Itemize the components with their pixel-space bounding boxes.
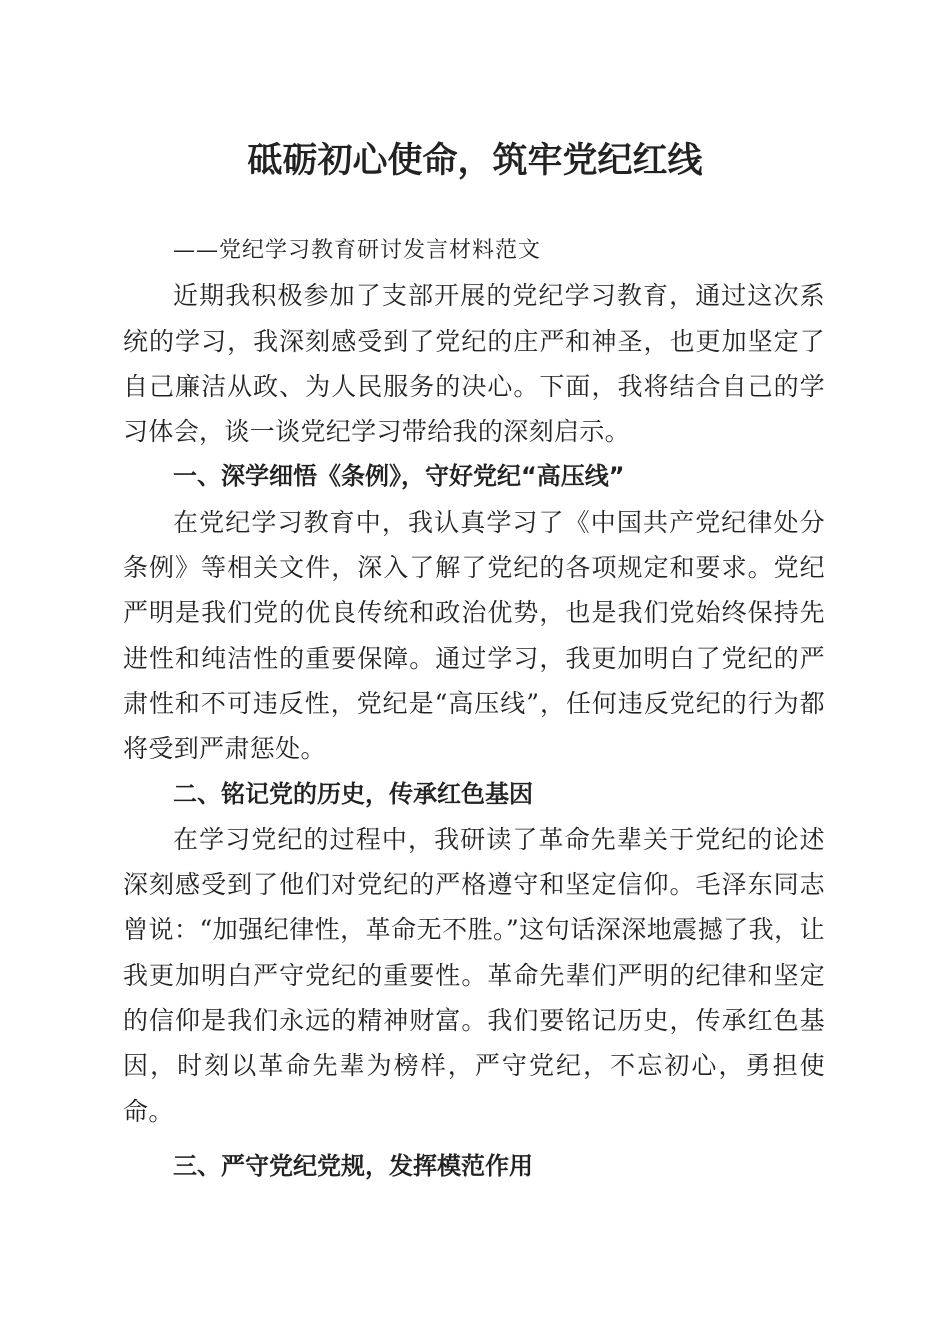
section-body-2: 在学习党纪的过程中，我研读了革命先辈关于党纪的论述深刻感受到了他们对党纪的严格遵守和坚定信仰。毛泽东同志曾说：“加强纪律性，革命无不胜。”这句话深深地震撼了我，让我更加明白严守党纪的重要性。革命先辈们严明的纪律和坚定的信仰是我们永远的精神财富。我们要铭记历史，传承红色基因，时刻以革命先辈为榜样，严守党纪，不忘初心，勇担使命。 (123, 824, 825, 1126)
section-heading-2: 二、铭记党的历史，传承红色基因 (173, 779, 533, 808)
spacer (123, 1134, 825, 1144)
document-body (123, 228, 825, 1189)
subtitle: ——党纪学习教育研讨发言材料范文 (173, 238, 542, 263)
section-heading-1: 一、深学细悟《条例》，守好党纪“高压线” (173, 462, 625, 491)
section-heading-3: 三、严守党纪党规，发挥模范作用 (173, 1151, 533, 1180)
page-title: 砥砺初心使命，筑牢党纪红线 (247, 140, 703, 181)
intro-paragraph: 近期我积极参加了支部开展的党纪学习教育，通过这次系统的学习，我深刻感受到了党纪的庄严和神圣，也更加坚定了自己廉洁从政、为人民服务的决心。下面，我将结合自己的学习体会，谈一谈党纪学习带给我的深刻启示。 (123, 281, 825, 447)
section-body-1: 在党纪学习教育中，我认真学习了《中国共产党纪律处分条例》等相关文件，深入了解了党纪的各项规定和要求。党纪严明是我们党的优良传统和政治优势，也是我们党始终保持先进性和纯洁性的重要保障。通过学习，我更加明白了党纪的严肃性和不可违反性，党纪是“高压线”，任何违反党纪的行为都将受到严肃惩处。 (123, 507, 825, 764)
